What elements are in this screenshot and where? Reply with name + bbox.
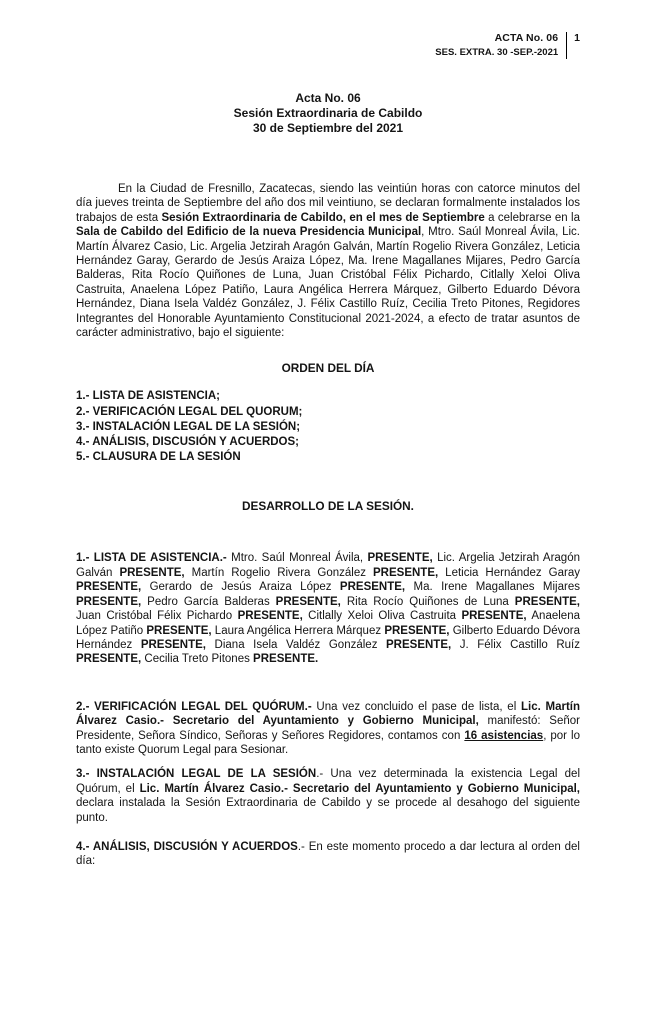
text-segment: Juan Cristóbal Félix Pichardo bbox=[76, 610, 238, 623]
text-segment: PRESENTE, bbox=[373, 566, 439, 579]
text-segment: a celebrarse en la bbox=[484, 211, 580, 224]
analisis-acuerdos-paragraph bbox=[76, 840, 580, 869]
text-segment: PRESENTE, bbox=[514, 595, 580, 608]
orden-item: 2.- VERIFICACIÓN LEGAL DEL QUORUM; bbox=[76, 405, 303, 418]
verificacion-quorum-paragraph bbox=[76, 700, 580, 758]
text-segment: Ma. Irene Magallanes Mijares bbox=[405, 581, 580, 594]
text-segment: PRESENTE, bbox=[386, 638, 452, 651]
text-segment: PRESENTE, bbox=[461, 610, 527, 623]
text-segment: 4.- ANÁLISIS, DISCUSIÓN Y ACUERDOS bbox=[76, 840, 298, 853]
text-segment: declara instalada la Sesión Extraordinaria de Cabildo y se procede al desahogo del siguiente punto. bbox=[76, 797, 580, 824]
text-segment: .- En este momento procedo a dar lectura al orden del día: bbox=[76, 840, 580, 868]
text-segment: Lic. Argelia Jetzirah Aragón Galván bbox=[76, 552, 580, 579]
text-segment: Martín Rogelio Rivera González bbox=[184, 566, 373, 579]
text-segment: PRESENTE, bbox=[140, 638, 206, 651]
text-segment: Sala de Cabildo del Edificio de la nueva Presidencia Municipal bbox=[76, 226, 422, 239]
text-segment: Sesión Extraordinaria de Cabildo, en el mes de Septiembre bbox=[161, 211, 485, 224]
instalacion-legal-paragraph bbox=[76, 767, 580, 825]
title-line-session: Sesión Extraordinaria de Cabildo bbox=[233, 106, 423, 120]
text-segment: PRESENTE, bbox=[119, 566, 185, 579]
page-header bbox=[76, 32, 580, 59]
text-segment: Rita Rocío Quiñones de Luna bbox=[340, 595, 515, 608]
header-divider bbox=[566, 32, 567, 59]
text-segment: J. Félix Castillo Ruíz bbox=[451, 638, 580, 651]
text-segment: PRESENTE, bbox=[76, 581, 142, 594]
text-segment: , por lo tanto existe Quorum Legal para Sesionar. bbox=[76, 729, 580, 756]
lista-asistencia-paragraph bbox=[76, 551, 580, 666]
text-segment: PRESENTE, bbox=[76, 595, 142, 608]
text-segment: Mtro. Saúl Monreal Ávila, bbox=[231, 552, 368, 565]
text-segment: manifestó: Señor Presidente, Señora Síndico, Señoras y Señores Regidores, contamos con bbox=[76, 715, 580, 742]
text-segment: 16 asistencias bbox=[464, 729, 544, 742]
orden-del-dia-heading: ORDEN DEL DÍA bbox=[281, 361, 375, 376]
orden-del-dia-list bbox=[76, 389, 580, 465]
title-line-acta: Acta No. 06 bbox=[295, 91, 361, 105]
text-segment: PRESENTE, bbox=[384, 624, 450, 637]
orden-item: 5.- CLAUSURA DE LA SESIÓN bbox=[76, 451, 241, 464]
desarrollo-heading: DESARROLLO DE LA SESIÓN. bbox=[242, 499, 414, 514]
text-segment: 1.- LISTA DE ASISTENCIA.- bbox=[76, 552, 232, 565]
text-segment: PRESENTE, bbox=[237, 610, 303, 623]
text-segment: Cecilia Treto Pitones bbox=[141, 653, 254, 666]
text-segment: PRESENTE, bbox=[275, 595, 341, 608]
header-text-block bbox=[435, 32, 558, 58]
text-segment: PRESENTE, bbox=[339, 581, 406, 594]
orden-item: 4.- ANÁLISIS, DISCUSIÓN Y ACUERDOS; bbox=[76, 436, 300, 449]
orden-item: 3.- INSTALACIÓN LEGAL DE LA SESIÓN; bbox=[76, 420, 301, 433]
header-page-number: 1 bbox=[574, 32, 580, 44]
orden-item: 1.- LISTA DE ASISTENCIA; bbox=[76, 390, 220, 403]
text-segment: Anaelena López Patiño bbox=[76, 610, 580, 637]
intro-paragraph bbox=[76, 182, 580, 340]
text-segment: En la Ciudad de Fresnillo, Zacatecas, siendo las veintiún horas con catorce minutos del día jueves treinta de Septiembre del año dos mil veintiuno, se declaran formalmente instalados los trabajos de esta bbox=[76, 183, 580, 224]
text-segment: PRESENTE, bbox=[146, 624, 212, 637]
text-segment: Leticia Hernández Garay bbox=[438, 566, 580, 579]
header-session-label: SES. EXTRA. 30 -SEP.-2021 bbox=[435, 47, 559, 58]
text-segment: Gerardo de Jesús Araiza López bbox=[141, 581, 340, 594]
text-segment: Pedro García Balderas bbox=[141, 595, 276, 608]
text-segment: Laura Angélica Herrera Márquez bbox=[211, 624, 385, 637]
text-segment: Lic. Martín Álvarez Casio.- Secretario del Ayuntamiento y Gobierno Municipal, bbox=[76, 700, 580, 728]
text-segment: Una vez concluido el pase de lista, el bbox=[316, 700, 521, 713]
text-segment: PRESENTE, bbox=[367, 552, 433, 565]
text-segment: 3.- INSTALACIÓN LEGAL DE LA SESIÓN bbox=[76, 768, 317, 781]
text-segment: Citlally Xeloi Oliva Castruita bbox=[302, 610, 462, 623]
text-segment: Lic. Martín Álvarez Casio.- Secretario del Ayuntamiento y Gobierno Municipal, bbox=[139, 782, 581, 795]
title-line-date: 30 de Septiembre del 2021 bbox=[252, 121, 404, 135]
text-segment: Gilberto Eduardo Dévora Hernández bbox=[76, 624, 580, 651]
text-segment: 2.- VERIFICACIÓN LEGAL DEL QUÓRUM.- bbox=[76, 700, 317, 713]
text-segment: Diana Isela Valdéz González bbox=[206, 638, 386, 651]
text-segment: .- Una vez determinada la existencia Legal del Quórum, el bbox=[76, 768, 581, 795]
text-segment: PRESENTE, bbox=[76, 653, 142, 666]
header-acta-label: ACTA No. 06 bbox=[494, 32, 559, 44]
text-segment: , Mtro. Saúl Monreal Ávila, Lic. Martín Álvarez Casio, Lic. Argelia Jetzirah Aragón Galván, Martín Rogelio Rivera González, Leticia Hernández Garay, Gerardo de Jesús Araiza López, Ma. Irene Magallanes Mijares, Pedro García Balderas, Rita Rocío Quiñones de Luna, Juan Cristóbal Félix Pichardo, Citlally Xeloi Oliva Castruita, Anaelena López Patiño, Laura Angélica Herrera Márquez, Gilberto Eduardo Dévora Hernández, Diana Isela Valdéz González, J. Félix Castillo Ruíz, Cecilia Treto Pitones, Regidores Integrantes del Honorable Ayuntamiento Constitucional 2021-2024, a efecto de tratar asuntos de carácter administrativo, bajo el siguiente: bbox=[76, 226, 580, 340]
text-segment: PRESENTE. bbox=[253, 653, 319, 666]
document-title bbox=[76, 91, 580, 136]
